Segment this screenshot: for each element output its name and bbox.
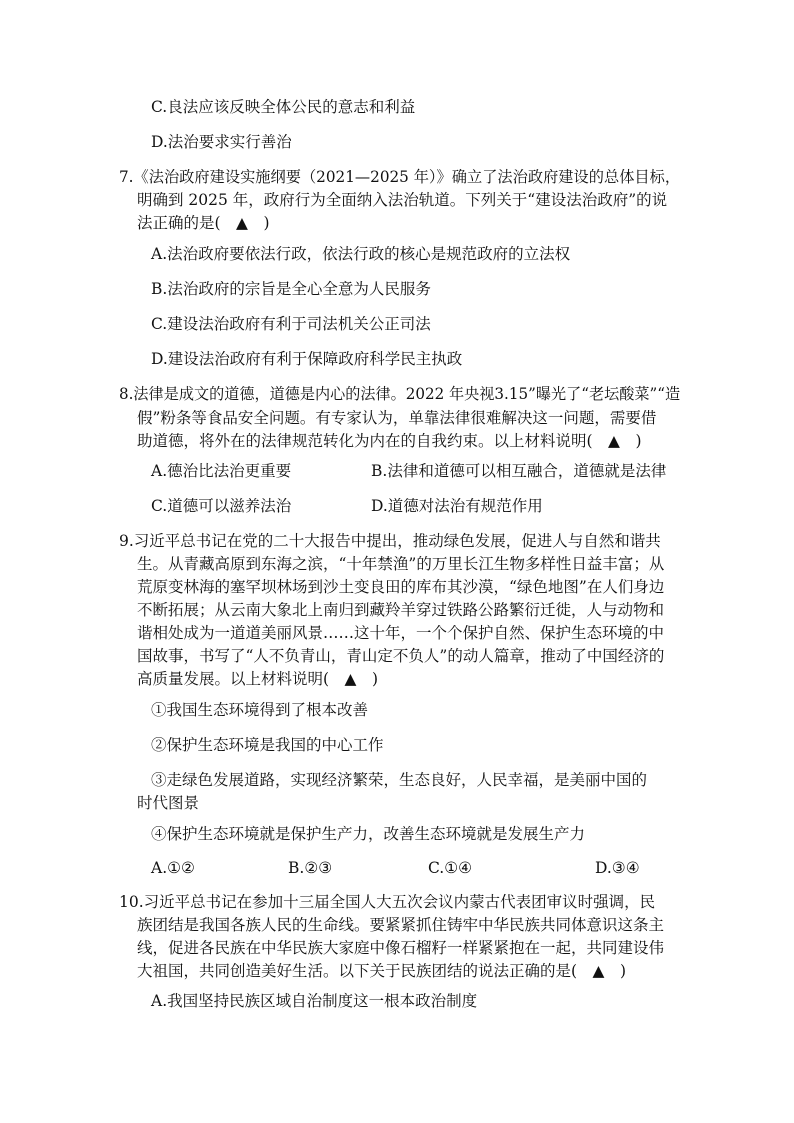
- q7-stem-line-3: 法正确的是( ▲ ): [137, 214, 270, 232]
- q9-option-a: A.①②: [151, 859, 195, 877]
- q7-option-a: A.法治政府要依法行政，依法行政的核心是规范政府的立法权: [151, 245, 571, 263]
- q10-stem-line-4: 大祖国，共同创造美好生活。以下关于民族团结的说法正确的是( ▲ ): [137, 962, 627, 980]
- q9-statement-3: ③走绿色发展道路，实现经济繁荣，生态良好，人民幸福，是美丽中国的: [151, 771, 648, 789]
- q8-stem-line-1: 8.法律是成文的道德，道德是内心的法律。2022 年央视3.15”曝光了“老坛酸菜”“造: [119, 385, 681, 403]
- q10-stem-line-3: 线，促进各民族在中华民族大家庭中像石榴籽一样紧紧抱在一起，共同建设伟: [137, 939, 665, 957]
- q9-statement-4: ④保护生态环境就是保护生产力，改善生态环境就是发展生产力: [151, 825, 586, 843]
- q8-option-a: A.德治比法治更重要: [151, 462, 292, 480]
- q7-option-d: D.建设法治政府有利于保障政府科学民主执政: [151, 350, 463, 368]
- q9-stem-line-7: 高质量发展。以上材料说明( ▲ ): [137, 670, 379, 688]
- q9-option-b: B.②③: [288, 859, 333, 877]
- q9-stem-line-6: 国故事，书写了“人不负青山，青山定不负人”的动人篇章，推动了中国经济的: [137, 647, 665, 665]
- q9-stem-line-4: 不断拓展；从云南大象北上南归到藏羚羊穿过铁路公路繁衍迁徙，人与动物和: [137, 601, 665, 619]
- prev-option-c: C.良法应该反映全体公民的意志和利益: [151, 98, 416, 116]
- q8-stem-line-3: 助道德，将外在的法律规范转化为内在的自我约束。以上材料说明( ▲ ): [137, 432, 642, 450]
- q9-statement-2: ②保护生态环境是我国的中心工作: [151, 736, 384, 754]
- q7-option-b: B.法治政府的宗旨是全心全意为人民服务: [151, 280, 431, 298]
- q9-option-c: C.①④: [428, 859, 473, 877]
- q8-option-c: C.道德可以滋养法治: [151, 497, 292, 515]
- q9-stem-line-1: 9.习近平总书记在党的二十大报告中提出，推动绿色发展，促进人与自然和谐共: [119, 532, 661, 550]
- q9-statement-1: ①我国生态环境得到了根本改善: [151, 701, 369, 719]
- q7-option-c: C.建设法治政府有利于司法机关公正司法: [151, 315, 431, 333]
- q9-option-d: D.③④: [595, 859, 640, 877]
- prev-option-d: D.法治要求实行善治: [151, 133, 292, 151]
- q9-statement-3-cont: 时代图景: [137, 794, 200, 812]
- q7-stem-line-1: 7.《法治政府建设实施纲要（2021—2025 年）》确立了法治政府建设的总体目标，: [119, 168, 681, 186]
- q10-stem-line-2: 族团结是我国各族人民的生命线。要紧紧抓住铸牢中华民族共同体意识这条主: [137, 916, 665, 934]
- q9-stem-line-3: 荒原变林海的塞罕坝林场到沙土变良田的库布其沙漠，“绿色地图”在人们身边: [137, 578, 665, 596]
- q8-option-d: D.道德对法治有规范作用: [371, 497, 543, 515]
- q7-stem-line-2: 明确到 2025 年，政府行为全面纳入法治轨道。下列关于“建设法治政府”的说: [137, 191, 668, 209]
- q9-stem-line-5: 谐相处成为一道道美丽风景……这十年，一个个保护自然、保护生态环境的中: [137, 624, 665, 642]
- q8-stem-line-2: 假”粉条等食品安全问题。有专家认为，单靠法律很难解决这一问题，需要借: [137, 409, 657, 427]
- q8-option-b: B.法律和道德可以相互融合，道德就是法律: [371, 462, 667, 480]
- q10-stem-line-1: 10.习近平总书记在参加十三届全国人大五次会议内蒙古代表团审议时强调，民: [119, 893, 656, 911]
- q9-stem-line-2: 生。从青藏高原到东海之滨，“十年禁渔”的万里长江生物多样性日益丰富；从: [137, 555, 665, 573]
- q10-option-a: A.我国坚持民族区域自治制度这一根本政治制度: [151, 992, 478, 1010]
